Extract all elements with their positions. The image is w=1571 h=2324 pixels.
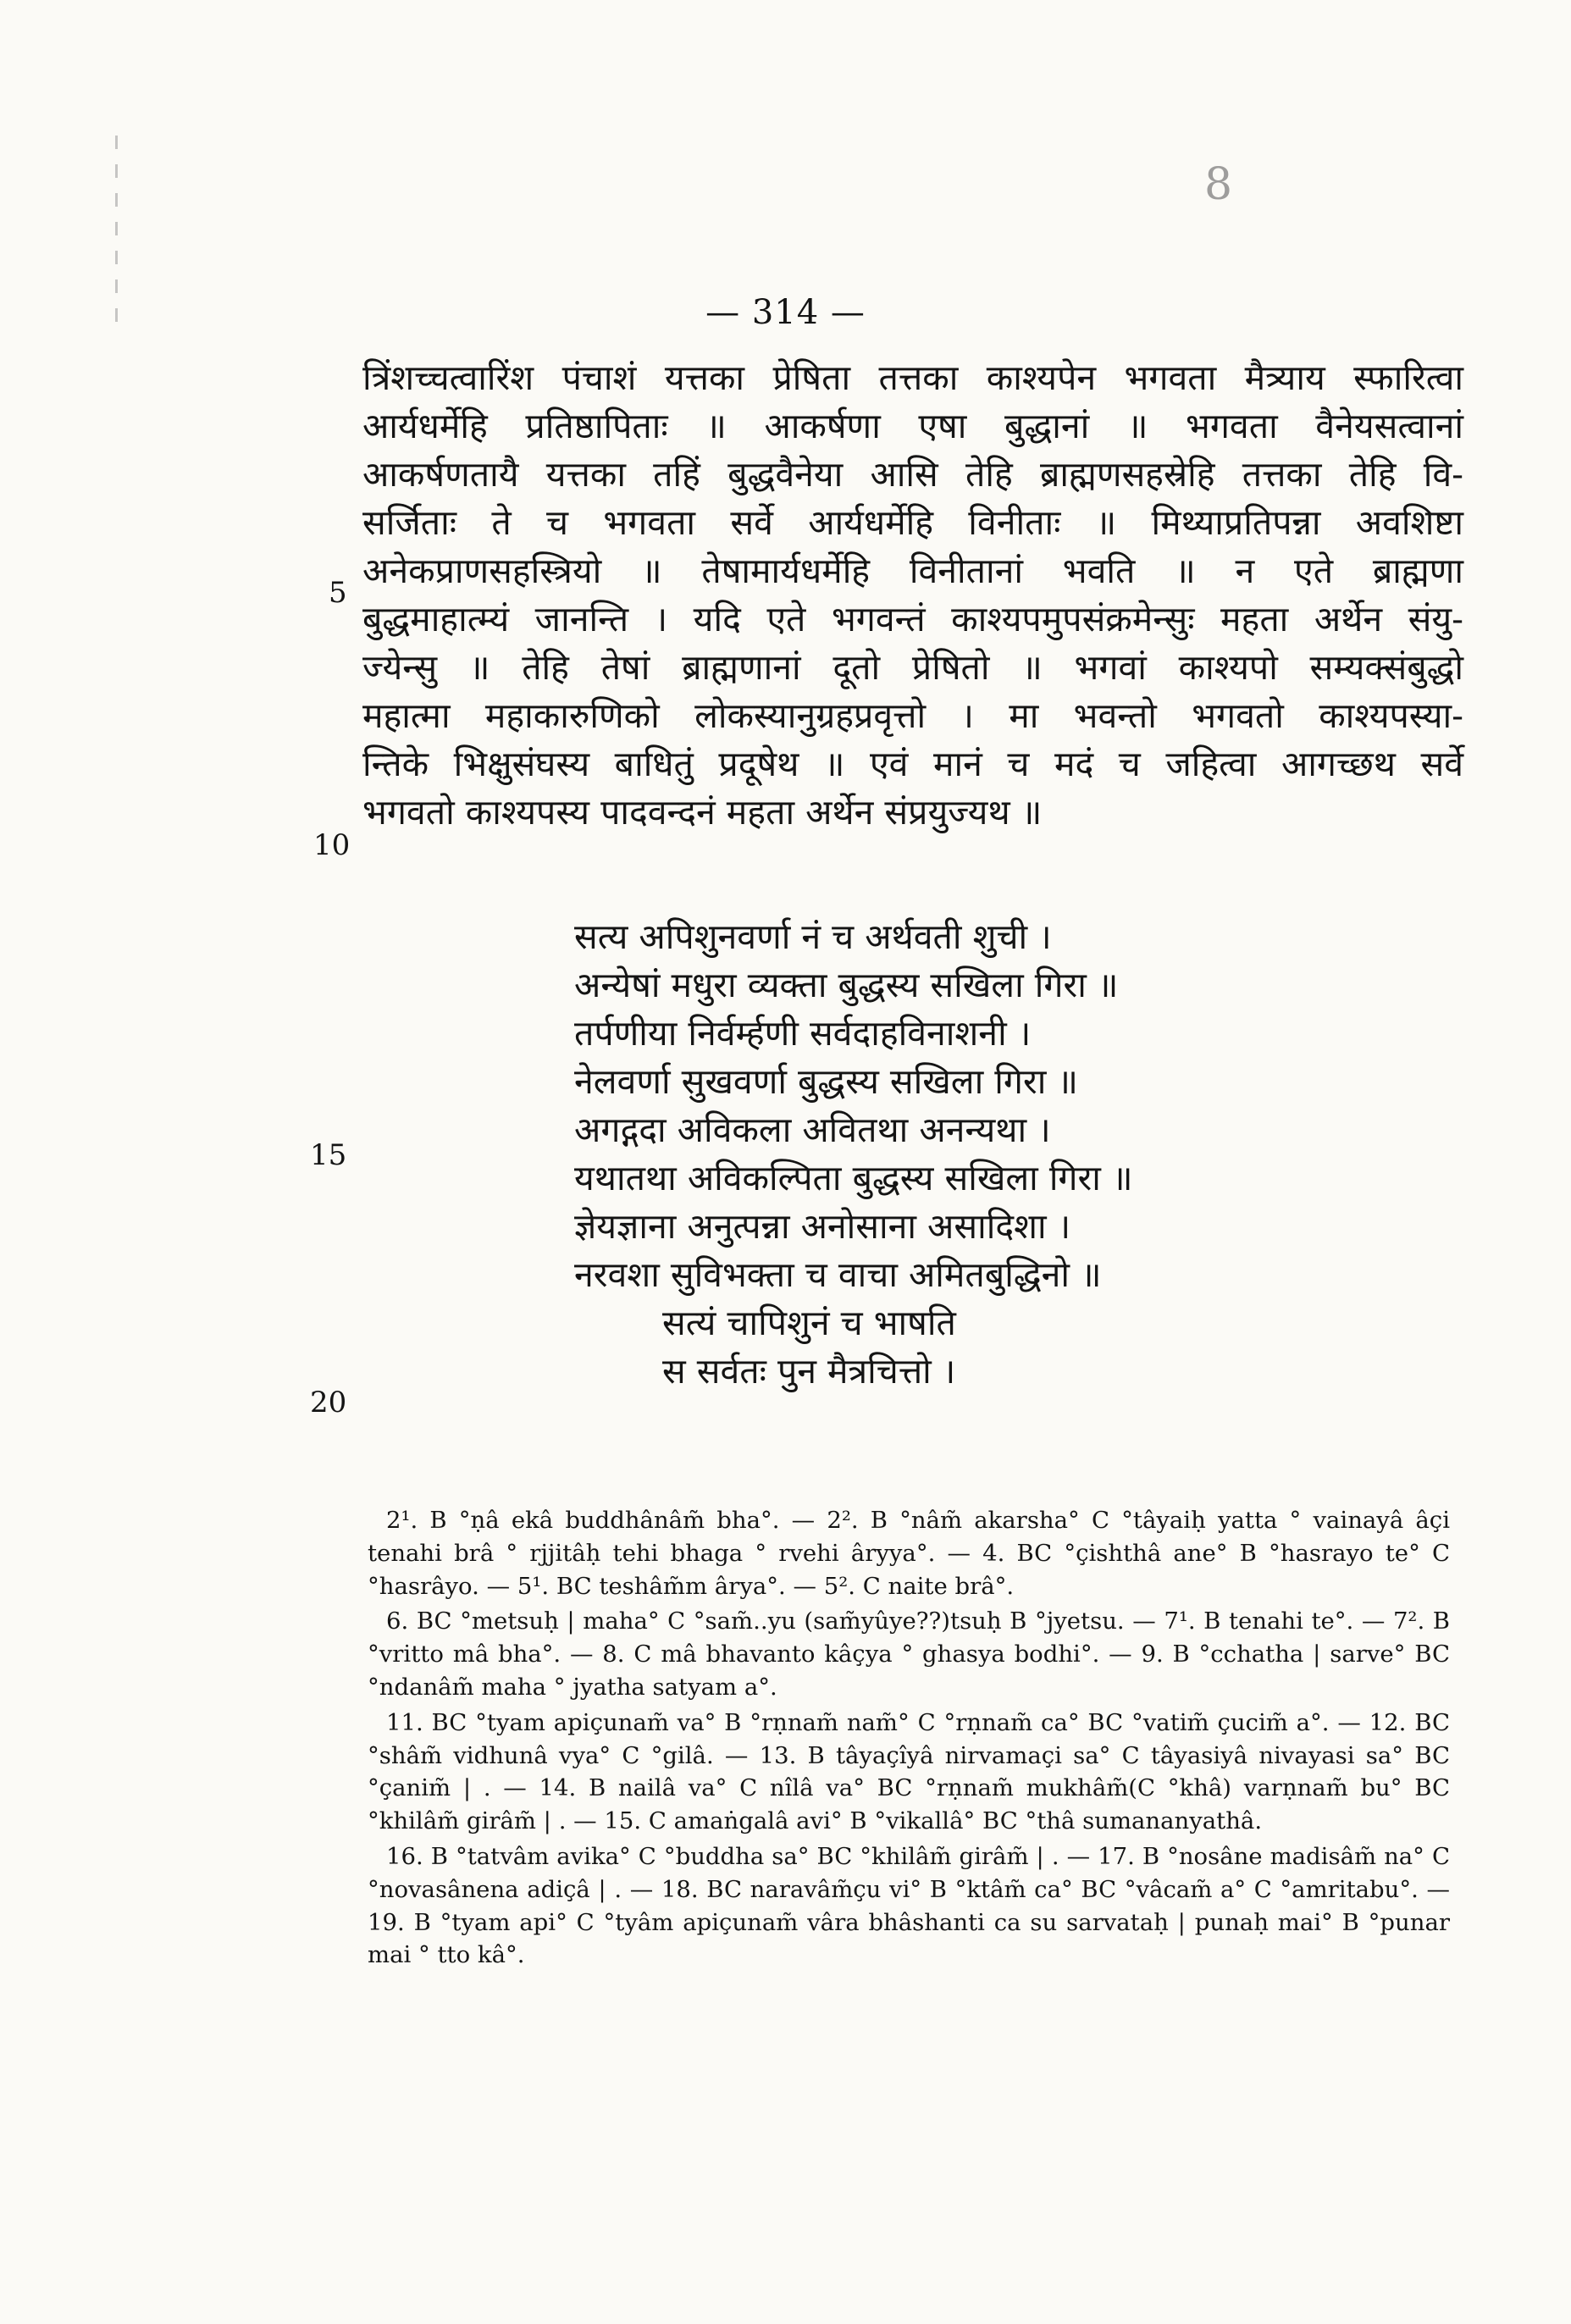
prose-line: आर्यधर्मेहि प्रतिष्ठापिताः ॥ आकर्षणा एषा बुद्धानां ॥ भगवता वैनेयसत्वानां	[362, 406, 1463, 446]
line-number-10: 10	[313, 828, 351, 862]
verse-line: यथातथा अविकल्पिता बुद्धस्य सखिला गिरा ॥	[574, 1158, 1133, 1198]
pencil-mark: 8	[1204, 159, 1233, 210]
prose-line: ज्येन्सु ॥ तेहि तेषां ब्राह्मणानां दूतो प्रेषितो ॥ भगवां काश्यपो सम्यक्संबुद्धो	[362, 647, 1463, 688]
prose-line: अनेकप्राणसहस्त्रियो ॥ तेषामार्यधर्मेहि विनीतानां भवति ॥ न एते ब्राह्मणा	[362, 551, 1463, 591]
prose-line: महात्मा महाकारुणिको लोकस्यानुग्रहप्रवृत्तो । मा भवन्तो भगवतो काश्यपस्या-	[362, 695, 1463, 736]
verse-line: सत्यं चापिशुनं च भाषति	[662, 1303, 956, 1343]
verse-line: अन्येषां मधुरा व्यक्ता बुद्धस्य सखिला गिरा ॥	[574, 965, 1119, 1005]
footnote-paragraph: 2¹. B °ṇâ ekâ buddhânâm̃ bha°. — 2². B °nâm̃ akarsha° C °tâyaiḥ yatta ° vainayâ âçi tenahi brâ ° rjjitâḥ tehi bhaga ° rvehi âryya°. — 4. BC °çishthâ ane° B °hasrayo te° C °hasrâyo. — 5¹. BC teshâm̃m ârya°. — 5². C naite brâ°.	[368, 1507, 1450, 1600]
footnote-paragraph: 6. BC °metsuḥ | maha° C °sam̃..yu (sam̃yûye??)tsuḥ B °jyetsu. — 7¹. B tenahi te°. — 7². B °vritto mâ bha°. — 8. C mâ bhavanto kâçya ° ghasya bodhi°. — 9. B °cchatha | sarve° BC °ndanâm̃ maha ° jyatha satyam a°.	[368, 1607, 1450, 1701]
verse-line: तर्पणीया निर्वर्म्हणी सर्वदाहविनाशनी ।	[574, 1013, 1032, 1054]
prose-block	[362, 354, 1463, 837]
page-number: — 314 —	[705, 293, 866, 332]
footnote-paragraph: 11. BC °tyam apiçunam̃ va° B °rṇnam̃ nam̃° C °rṇnam̃ ca° BC °vatim̃ çucim̃ a°. — 12. BC °shâm̃ vidhunâ vya° C °gilâ. — 13. B tâyaçîyâ nirvamaçi sa° C tâyasiyâ nivayasi sa° BC °çanim̃ | . — 14. B nailâ va° C nîlâ va° BC °rṇnam̃ mukhâm̃(C °khâ) varṇnam̃ bu° BC °khilâm̃ girâm̃ | . — 15. C amaṅgalâ avi° B °vikallâ° BC °thâ sumananyathâ.	[368, 1708, 1450, 1835]
footnote-paragraph: 16. B °tatvâm avika° C °buddha sa° BC °khilâm̃ girâm̃ | . — 17. B °nosâne madisâm̃ na° C °novasânena adiçâ | . — 18. BC naravâm̃çu vi° B °ktâm̃ ca° BC °vâcam̃ a° C °amritabu°. — 19. B °tyam api° C °tyâm apiçunam̃ vâra bhâshanti ca su sarvataḥ | punaḥ mai° B °punar mai ° tto kâ°.	[368, 1842, 1450, 1969]
critical-apparatus	[368, 1504, 1450, 1974]
prose-line: भगवतो काश्यपस्य पादवन्दनं महता अर्थेन संप्रयुज्यथ ॥	[362, 792, 1043, 833]
verse-block	[574, 913, 1252, 1396]
prose-line: बुद्धमाहात्म्यं जानन्ति । यदि एते भगवन्तं काश्यपमुपसंक्रमेन्सुः महता अर्थेन संयु-	[362, 599, 1463, 639]
verse-line: सत्य अपिशुनवर्णा नं च अर्थवती शुची ।	[574, 916, 1052, 957]
line-number-15: 15	[310, 1138, 347, 1172]
line-number-20: 20	[310, 1386, 347, 1419]
prose-line: सर्जिताः ते च भगवता सर्वे आर्यधर्मेहि विनीताः ॥ मिथ्याप्रतिपन्ना अवशिष्टा	[362, 502, 1463, 543]
verse-line: अगद्गदा अविकला अवितथा अनन्यथा ।	[574, 1109, 1051, 1150]
prose-line: त्रिंशच्चत्वारिंश पंचाशं यत्तका प्रेषिता तत्तका काश्यपेन भगवता मैत्र्याय स्फारित्वा	[362, 357, 1463, 398]
line-number-5: 5	[329, 576, 347, 610]
prose-line: आकर्षणतायै यत्तका तहिं बुद्धवैनेया आसि तेहि ब्राह्मणसहस्रेहि तत्तका तेहि वि-	[362, 454, 1463, 495]
verse-line: स सर्वतः पुन मैत्रचित्तो ।	[662, 1351, 956, 1392]
prose-line: न्तिके भिक्षुसंघस्य बाधितुं प्रदूषेथ ॥ एवं मानं च मदं च जहित्वा आगच्छथ सर्वे	[362, 744, 1463, 784]
verse-line: नरवशा सुविभक्ता च वाचा अमितबुद्धिनो ॥	[574, 1254, 1102, 1295]
verse-line: नेलवर्णा सुखवर्णा बुद्धस्य सखिला गिरा ॥	[574, 1061, 1078, 1102]
verse-line: ज्ञेयज्ञाना अनुत्पन्ना अनोसाना असादिशा ।	[574, 1206, 1071, 1247]
